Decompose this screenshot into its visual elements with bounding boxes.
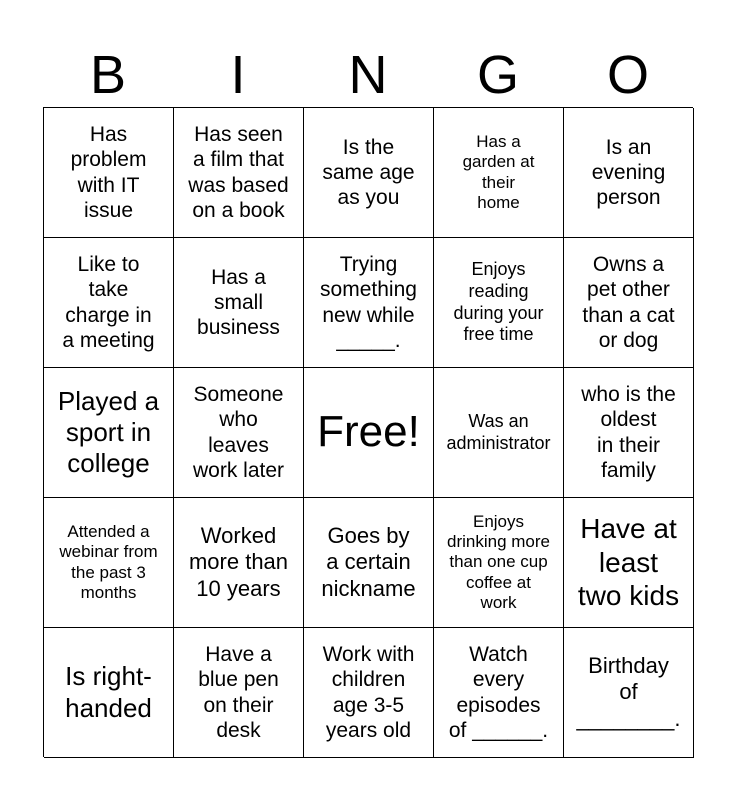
bingo-cell-r4c4[interactable] [434, 498, 564, 628]
bingo-cell-r4c3[interactable] [304, 498, 434, 628]
bingo-cell-r3c5[interactable] [564, 368, 694, 498]
cell-text: Enjoys reading during your free time [453, 259, 544, 345]
bingo-cell-r2c5[interactable] [564, 238, 694, 368]
cell-text: Has a garden at their home [462, 131, 535, 212]
bingo-cell-r3c4[interactable] [434, 368, 564, 498]
cell-text: Has problem with IT issue [70, 123, 147, 222]
cell-text: Like to take charge in a meeting [62, 253, 155, 352]
cell-text: Played a sport in college [57, 385, 160, 479]
cell-text: Birthday of ________. [576, 652, 681, 731]
bingo-cell-r2c2[interactable] [174, 238, 304, 368]
bingo-board [43, 107, 693, 757]
bingo-cell-r2c3[interactable] [304, 238, 434, 368]
header-letter-b: B [89, 45, 127, 105]
cell-text: Is right- handed [65, 661, 152, 723]
cell-text: Attended a webinar from the past 3 months [59, 521, 158, 602]
cell-text: Has seen a film that was based on a book [188, 123, 289, 222]
cell-text: Watch every episodes of ______. [448, 643, 549, 742]
bingo-cell-r3c1[interactable] [44, 368, 174, 498]
cell-text: Owns a pet other than a cat or dog [582, 253, 675, 352]
bingo-cell-free[interactable] [304, 368, 434, 498]
header-letter-i: I [230, 45, 246, 105]
bingo-cell-r1c5[interactable] [564, 108, 694, 238]
cell-text: Was an administrator [446, 410, 551, 453]
bingo-cell-r5c4[interactable] [434, 628, 564, 758]
bingo-cell-r4c5[interactable] [564, 498, 694, 628]
bingo-cell-r4c2[interactable] [174, 498, 304, 628]
cell-text: Enjoys drinking more than one cup coffee at work [447, 511, 550, 613]
cell-text: Have at least two kids [577, 513, 680, 612]
header-letter-g: G [476, 45, 519, 105]
bingo-cell-r5c1[interactable] [44, 628, 174, 758]
bingo-cell-r2c1[interactable] [44, 238, 174, 368]
bingo-cell-r3c2[interactable] [174, 368, 304, 498]
cell-text: Trying something new while _____. [320, 253, 417, 352]
bingo-cell-r5c3[interactable] [304, 628, 434, 758]
bingo-cell-r1c4[interactable] [434, 108, 564, 238]
cell-text: Someone who leaves work later [192, 383, 285, 482]
cell-text: Worked more than 10 years [188, 522, 289, 601]
bingo-cell-r1c3[interactable] [304, 108, 434, 238]
header-letter-n: N [348, 45, 388, 105]
cell-text: Have a blue pen on their desk [198, 643, 279, 742]
cell-text: Goes by a certain nickname [321, 522, 416, 601]
bingo-cell-r1c2[interactable] [174, 108, 304, 238]
cell-text: Is the same age as you [322, 135, 415, 210]
bingo-cell-r4c1[interactable] [44, 498, 174, 628]
bingo-header [43, 44, 693, 106]
cell-text: who is the oldest in their family [581, 383, 676, 482]
cell-text: Is an evening person [591, 135, 666, 210]
header-letter-o: O [606, 45, 649, 105]
cell-text: Work with children age 3-5 years old [322, 643, 415, 742]
bingo-cell-r2c4[interactable] [434, 238, 564, 368]
bingo-cell-r5c2[interactable] [174, 628, 304, 758]
free-space-text: Free! [317, 407, 420, 457]
cell-text: Has a small business [197, 265, 280, 340]
bingo-cell-r5c5[interactable] [564, 628, 694, 758]
bingo-cell-r1c1[interactable] [44, 108, 174, 238]
